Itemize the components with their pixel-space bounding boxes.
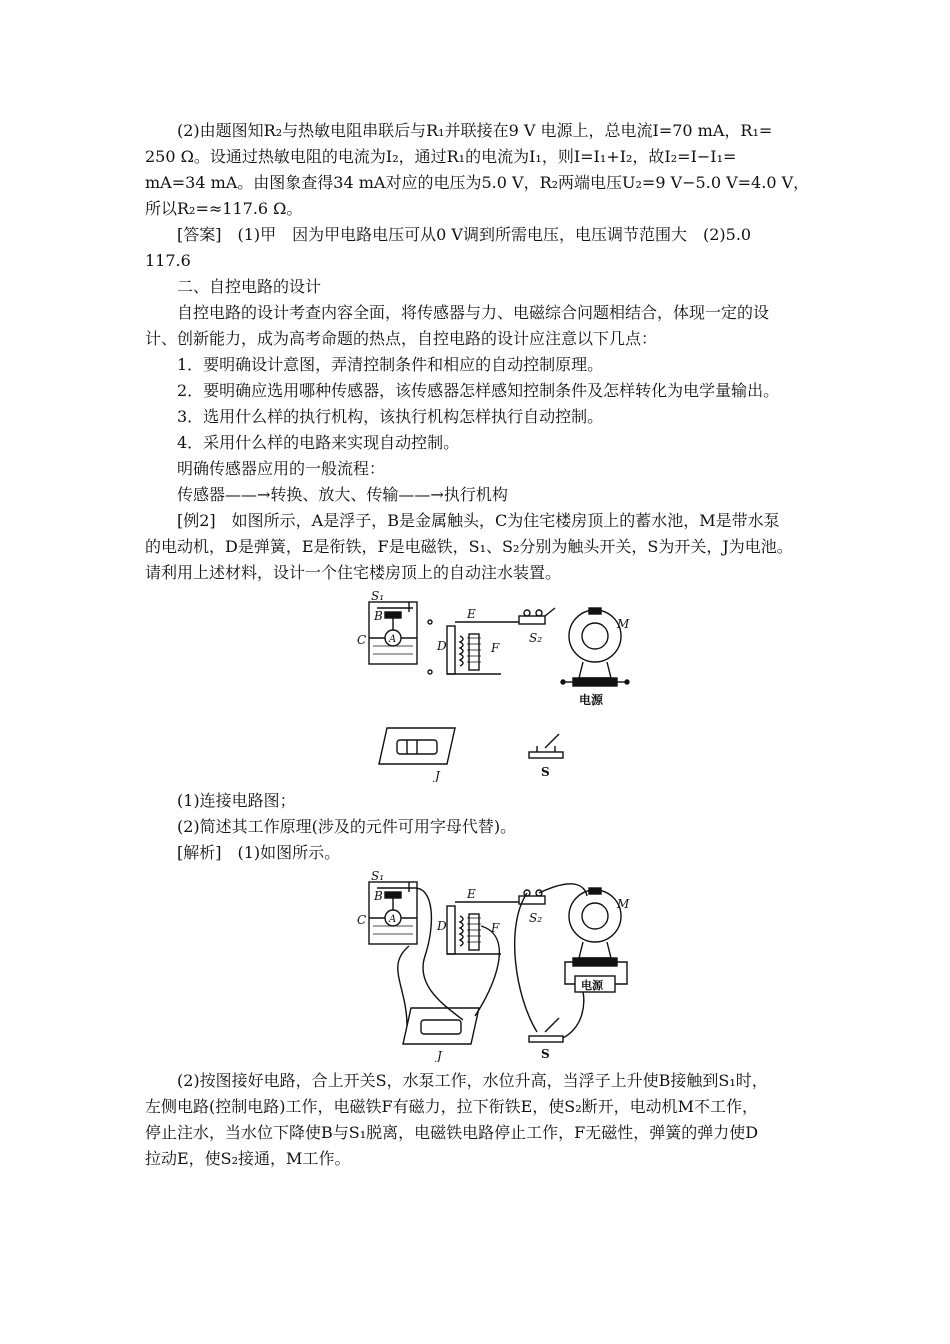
- solution-line: mA=34 mA。由图象查得34 mA对应的电压为5.0 V，R₂两端电压U₂=9 V−5.0 V=4.0 V，: [145, 173, 810, 192]
- components-diagram: [145, 586, 815, 782]
- point-item: 3．选用什么样的执行机构，该执行机构怎样执行自动控制。: [177, 407, 604, 426]
- label-S2: S₂: [529, 911, 543, 925]
- solution-line: (2)由题图知R₂与热敏电阻串联后与R₁并联接在9 V 电源上，总电流I=70 mA，R₁=: [177, 121, 773, 140]
- label-B: B: [374, 609, 383, 623]
- page-content: [145, 118, 815, 1172]
- explanation-line: 停止注水，当水位下降使B与S₁脱离，电磁铁电路停止工作，F无磁性，弹簧的弹力使D: [145, 1123, 759, 1142]
- circuit-figure: [145, 866, 815, 1062]
- section-intro: 计、创新能力，成为高考命题的热点，自控电路的设计应注意以下几点：: [145, 329, 658, 348]
- example-line: 的电动机，D是弹簧，E是衔铁，F是电磁铁，S₁、S₂分别为触头开关，S为开关，J为电池。: [145, 537, 793, 556]
- explanation-line: 左侧电路(控制电路)工作，电磁铁F有磁力，拉下衔铁E，使S₂断开，电动机M不工作，: [145, 1097, 759, 1116]
- label-B: B: [374, 889, 383, 903]
- label-C: C: [357, 913, 367, 927]
- label-S1: S₁: [371, 589, 385, 603]
- answer-line: 117.6: [145, 251, 191, 270]
- question-line: (2)简述其工作原理(涉及的元件可用字母代替)。: [177, 817, 517, 836]
- label-D: D: [437, 639, 447, 653]
- label-F: F: [491, 921, 500, 935]
- explanation-line: 拉动E，使S₂接通，M工作。: [145, 1149, 351, 1168]
- point-item: 2．要明确应选用哪种传感器，该传感器怎样感知控制条件及怎样转化为电学量输出。: [177, 381, 780, 400]
- circuit-diagram: [145, 866, 815, 1062]
- example-line: [例2] 如图所示，A是浮子，B是金属触头，C为住宅楼房顶上的蓄水池，M是带水泵: [177, 511, 780, 530]
- analysis-line: [解析] (1)如图所示。: [177, 843, 341, 862]
- section-heading: 二、自控电路的设计: [177, 277, 322, 296]
- label-power: 电源: [579, 693, 604, 707]
- label-A: A: [389, 634, 397, 645]
- label-power: 电源: [581, 979, 603, 992]
- label-S: S: [541, 1047, 550, 1061]
- label-A: A: [389, 914, 397, 925]
- components-figure: [145, 586, 815, 782]
- label-S1: S₁: [371, 869, 385, 883]
- label-S2: S₂: [529, 631, 543, 645]
- solution-line: 所以R₂=≈117.6 Ω。: [145, 199, 303, 218]
- label-J: J: [435, 769, 440, 782]
- solution-line: 250 Ω。设通过热敏电阻的电流为I₂，通过R₁的电流为I₁，则I=I₁+I₂，故I₂=I−I₁=: [145, 147, 737, 166]
- flow-text: 传感器——→转换、放大、传输——→执行机构: [177, 485, 508, 504]
- question-line: (1)连接电路图；: [177, 791, 296, 810]
- flow-title: 明确传感器应用的一般流程：: [177, 459, 386, 478]
- section-intro: 自控电路的设计考查内容全面，将传感器与力、电磁综合问题相结合，体现一定的设: [177, 303, 770, 322]
- label-M: M: [617, 617, 630, 631]
- explanation-line: (2)按图接好电路，合上开关S，水泵工作，水位升高，当浮子上升使B接触到S₁时，: [177, 1071, 768, 1090]
- label-D: D: [437, 919, 447, 933]
- label-S: S: [541, 765, 550, 779]
- example-line: 请利用上述材料，设计一个住宅楼房顶上的自动注水装置。: [145, 563, 562, 582]
- label-F: F: [491, 641, 500, 655]
- label-M: M: [617, 897, 630, 911]
- point-item: 4．采用什么样的电路来实现自动控制。: [177, 433, 460, 452]
- answer-line: [答案] (1)甲 因为甲电路电压可从0 V调到所需电压，电压调节范围大 (2)5.0: [177, 225, 752, 244]
- point-item: 1．要明确设计意图，弄清控制条件和相应的自动控制原理。: [177, 355, 604, 374]
- label-E: E: [467, 887, 476, 901]
- label-C: C: [357, 633, 367, 647]
- label-E: E: [467, 607, 476, 621]
- label-J: J: [437, 1049, 442, 1062]
- motor: [569, 610, 621, 662]
